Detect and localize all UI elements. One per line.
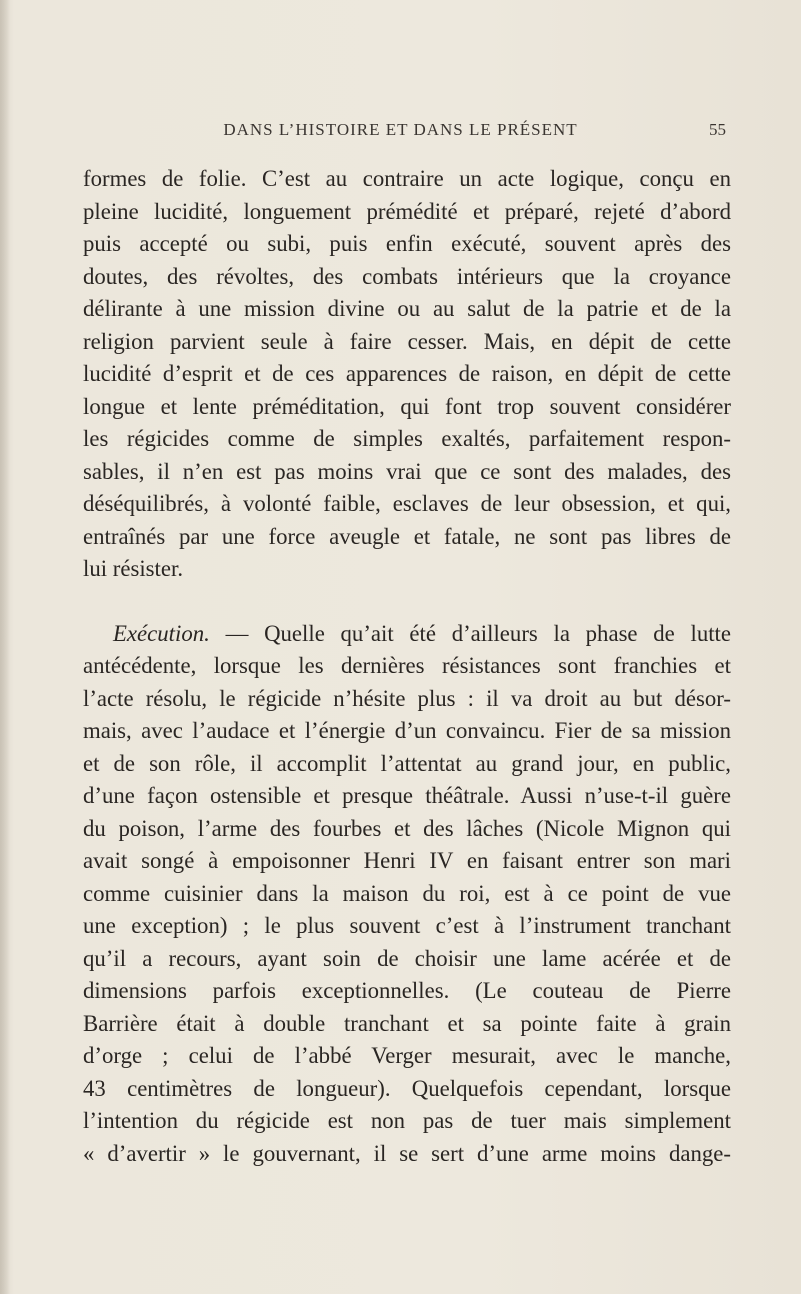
text-line: l’intention du régicide est non pas de tuer mais simplement (83, 1108, 731, 1133)
text-line: du poison, l’arme des fourbes et des lâches (Nicole Mignon qui (83, 815, 731, 841)
text-line: avait songé à empoisonner Henri IV en faisant entrer son mari (83, 848, 731, 873)
text-line: doutes, des révoltes, des combats intérieurs que la croyance (83, 263, 731, 289)
text-line: déséquilibrés, à volonté faible, esclaves de leur obsession, et qui, (83, 491, 731, 516)
text-line: Barrière était à double tranchant et sa pointe faite à grain (83, 1010, 731, 1036)
text-line: délirante à une mission divine ou au salut de la patrie et de la (83, 296, 731, 321)
text-line: comme cuisinier dans la maison du roi, est à ce point de vue (83, 880, 731, 906)
text-line: longue et lente préméditation, qui font trop souvent considérer (83, 393, 731, 419)
running-title: DANS L’HISTOIRE ET DANS LE PRÉSENT (223, 120, 578, 139)
text-line: et de son rôle, il accomplit l’attentat au grand jour, en public, (83, 750, 731, 776)
text-line-with-heading (83, 618, 731, 651)
running-head (0, 120, 801, 144)
paragraph-1 (83, 163, 731, 586)
text-line: les régicides comme de simples exaltés, parfaitement respon- (83, 426, 731, 451)
text-line: religion parvient seule à faire cesser. Mais, en dépit de cette (83, 328, 731, 354)
section-title: Exécution. (113, 620, 210, 646)
text-line: puis accepté ou subi, puis enfin exécuté, souvent après des (83, 231, 731, 256)
text-line: dimensions parfois exceptionnelles. (Le couteau de Pierre (83, 978, 731, 1003)
text-line: pleine lucidité, longuement prémédité et préparé, rejeté d’abord (83, 198, 731, 224)
text-line: sables, il n’en est pas moins vrai que ce sont des malades, des (83, 458, 731, 484)
section-lead-text: — Quelle qu’ait été d’ailleurs la phase de lutte (225, 620, 732, 646)
text-line: formes de folie. C’est au contraire un acte logique, conçu en (83, 166, 731, 191)
text-line: qu’il a recours, ayant soin de choisir une lame acérée et de (83, 945, 731, 971)
text-line: lui résister. (83, 556, 184, 581)
text-line: d’une façon ostensible et presque théâtrale. Aussi n’use-t-il guère (83, 783, 731, 808)
text-line: 43 centimètres de longueur). Quelquefois cependant, lorsque (83, 1075, 731, 1101)
paragraph-2 (83, 618, 731, 1171)
text-line: d’orge ; celui de l’abbé Verger mesurait, avec le manche, (83, 1043, 731, 1068)
text-line: l’acte résolu, le régicide n’hésite plus : il va droit au but désor- (83, 685, 731, 711)
text-line: « d’avertir » le gouvernant, il se sert d’une arme moins dange- (83, 1140, 731, 1166)
body-text (83, 163, 731, 1170)
paragraph-gap (83, 586, 731, 618)
text-line: antécédente, lorsque les dernières résistances sont franchies et (83, 653, 731, 678)
text-line: entraînés par une force aveugle et fatale, ne sont pas libres de (83, 523, 731, 549)
page-gutter-shadow (0, 0, 10, 1294)
page-number: 55 (709, 120, 726, 139)
text-line: une exception) ; le plus souvent c’est à l’instrument tranchant (83, 913, 731, 938)
text-line: mais, avec l’audace et l’énergie d’un convaincu. Fier de sa mission (83, 718, 731, 743)
text-line: lucidité d’esprit et de ces apparences de raison, en dépit de cette (83, 361, 731, 386)
